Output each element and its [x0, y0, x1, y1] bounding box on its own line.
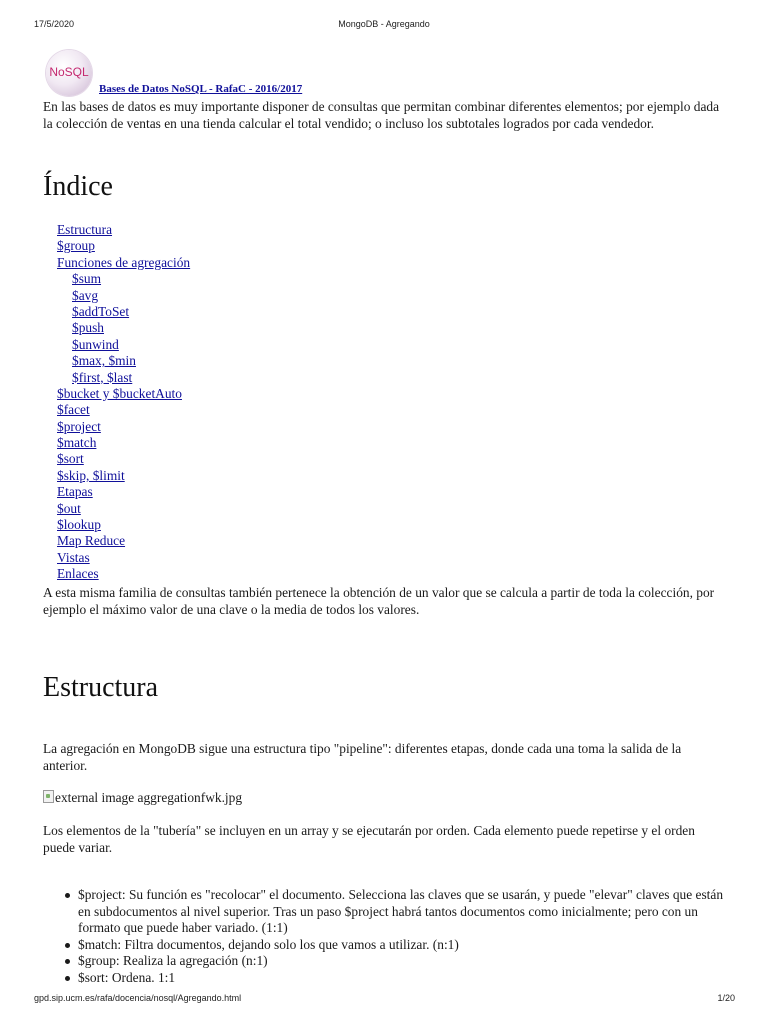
- nosql-logo-icon: [46, 50, 92, 96]
- stage-list: [0, 887, 728, 986]
- toc-item: [57, 451, 190, 467]
- toc-link[interactable]: $bucket y $bucketAuto: [57, 385, 182, 401]
- toc-item: [57, 435, 190, 451]
- toc-link[interactable]: $push: [72, 320, 104, 336]
- toc-link[interactable]: $skip, $limit: [57, 467, 125, 483]
- print-page-number: 1/20: [717, 993, 735, 1003]
- toc-link[interactable]: $project: [57, 418, 101, 434]
- toc-item: [57, 337, 190, 353]
- toc-item: [57, 468, 190, 484]
- toc-link[interactable]: $first, $last: [72, 369, 133, 385]
- toc-item: [57, 271, 190, 287]
- toc-item: [57, 386, 190, 402]
- toc-item: [57, 402, 190, 418]
- toc-link[interactable]: $lookup: [57, 517, 101, 533]
- toc-item: [57, 238, 190, 254]
- print-header: [0, 19, 768, 31]
- toc-item: [57, 550, 190, 566]
- toc-item: [57, 517, 190, 533]
- toc-link[interactable]: Enlaces: [57, 566, 99, 582]
- toc-link[interactable]: $facet: [57, 402, 90, 418]
- list-item: $project: Su función es "recolocar" el documento. Selecciona las claves que se usarán, y puede "elevar" claves que están en subdocumentos al nivel superior. Tras un paso $project habrá tantos documentos como inicialmente; pero con un formato que puede haber variado. (1:1): [0, 887, 728, 937]
- course-link[interactable]: Bases de Datos NoSQL - RafaC - 2016/2017: [99, 83, 303, 95]
- list-item: $match: Filtra documentos, dejando solo los que vamos a utilizar. (n:1): [0, 937, 728, 954]
- toc-link[interactable]: Vistas: [57, 549, 90, 565]
- after-toc-paragraph: A esta misma familia de consultas también pertenece la obtención de un valor que se calcula a partir de toda la colección, por ejemplo el máximo valor de una clave o la media de todos los valores.: [43, 585, 715, 617]
- toc-item: [57, 484, 190, 500]
- toc-item: [57, 419, 190, 435]
- toc-item: [57, 353, 190, 369]
- toc-link[interactable]: $avg: [72, 287, 99, 303]
- print-footer: [0, 993, 768, 1005]
- toc-item: [57, 288, 190, 304]
- print-title: MongoDB - Agregando: [338, 19, 430, 29]
- toc-item: [57, 566, 190, 582]
- print-date: 17/5/2020: [34, 19, 75, 29]
- toc-link[interactable]: $match: [57, 435, 97, 451]
- toc-link[interactable]: Etapas: [57, 484, 93, 500]
- toc-item: [57, 255, 190, 271]
- toc-link[interactable]: $unwind: [72, 336, 119, 352]
- toc-item: [57, 501, 190, 517]
- toc-item: [57, 304, 190, 320]
- estructura-heading: Estructura: [43, 672, 159, 703]
- table-of-contents: [57, 222, 190, 583]
- toc-item: [57, 533, 190, 549]
- broken-image-icon: [43, 790, 54, 803]
- toc-link[interactable]: $sum: [72, 271, 102, 287]
- toc-link[interactable]: $sort: [57, 451, 84, 467]
- toc-link[interactable]: $max, $min: [72, 353, 136, 369]
- logo-text: NoSQL: [49, 65, 89, 79]
- toc-item: [57, 370, 190, 386]
- toc-link[interactable]: $addToSet: [72, 303, 130, 319]
- toc-link[interactable]: Estructura: [57, 222, 113, 237]
- toc-link[interactable]: Map Reduce: [57, 533, 126, 549]
- broken-image: [43, 790, 242, 806]
- toc-link[interactable]: $group: [57, 238, 95, 254]
- toc-link[interactable]: $out: [57, 500, 81, 516]
- index-heading: Índice: [43, 171, 113, 202]
- toc-item: [57, 320, 190, 336]
- toc-item: [57, 222, 190, 238]
- toc-link[interactable]: Funciones de agregación: [57, 254, 191, 270]
- print-url: gpd.sip.ucm.es/rafa/docencia/nosql/Agregando.html: [34, 993, 242, 1003]
- list-item: $sort: Ordena. 1:1: [0, 970, 728, 987]
- image-alt-text: external image aggregationfwk.jpg: [55, 790, 243, 805]
- list-item: $group: Realiza la agregación (n:1): [0, 953, 728, 970]
- intro-paragraph: En las bases de datos es muy importante disponer de consultas que permitan combinar diferentes elementos; por ejemplo dada la colección de ventas en una tienda calcular el total vendido; o incluso los subtotales logrados por cada vendedor.: [43, 99, 720, 131]
- estructura-paragraph-1: La agregación en MongoDB sigue una estructura tipo "pipeline": diferentes etapas, donde cada una toma la salida de la anterior.: [43, 741, 682, 773]
- estructura-paragraph-2: Los elementos de la "tubería" se incluyen en un array y se ejecutarán por orden. Cada elemento puede repetirse y el orden puede variar.: [43, 823, 695, 855]
